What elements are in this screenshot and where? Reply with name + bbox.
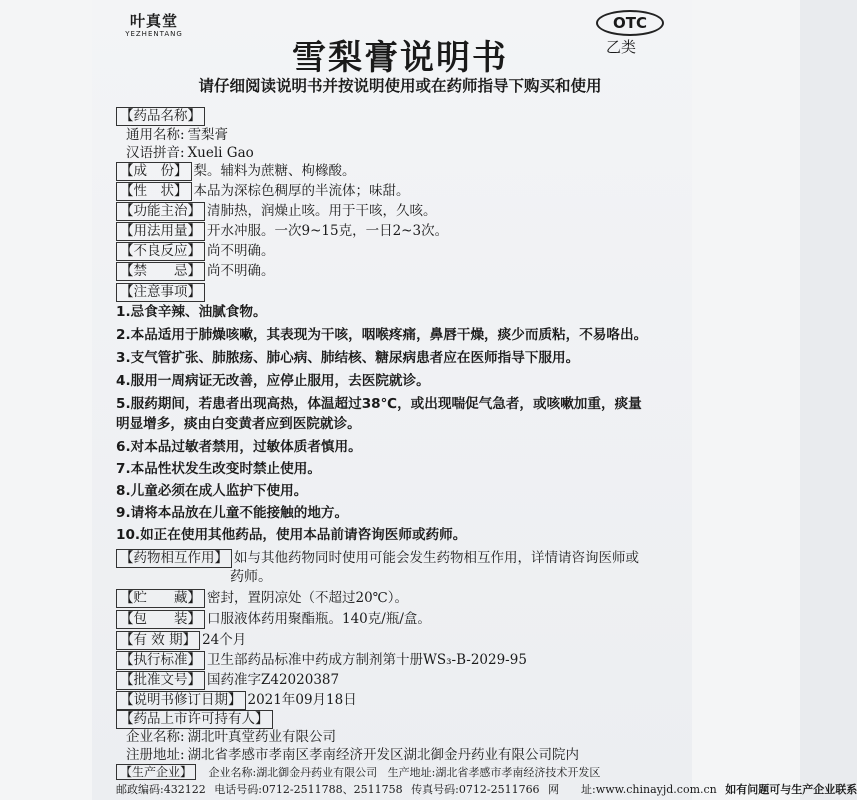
storage-value: 密封，置阴凉处（不超过20℃）。 — [207, 590, 409, 606]
drug-name-section — [116, 106, 207, 126]
revision-label: 【说明书修订日期】 — [116, 691, 246, 710]
manufacturer-contact-row — [116, 781, 857, 798]
ingredients-row — [116, 161, 356, 181]
dosage-label: 【用法用量】 — [116, 222, 205, 241]
ingredients-value: 梨。辅料为蔗糖、枸橼酸。 — [193, 163, 356, 179]
precautions-label: 【注意事项】 — [116, 283, 205, 302]
contraindications-label: 【禁 忌】 — [116, 262, 205, 281]
contraindications-row — [116, 261, 275, 281]
indications-label: 【功能主治】 — [116, 202, 205, 221]
precautions-section — [116, 282, 207, 302]
revision-value: 2021年09月18日 — [247, 692, 357, 708]
precaution-item-continued: 明显增多，痰由白变黄者应到医院就诊。 — [116, 416, 361, 432]
background-left — [0, 0, 92, 800]
precaution-item: 10.如正在使用其他药品，使用本品前请咨询医师或药师。 — [116, 527, 467, 543]
phone-value: 0712-2511788、2511758 — [261, 783, 403, 796]
package-value: 口服液体药用聚酯瓶。140克/瓶/盒。 — [207, 611, 431, 627]
holder-address-row — [126, 745, 579, 765]
interactions-label: 【药物相互作用】 — [116, 549, 232, 568]
contraindications-value: 尚不明确。 — [207, 263, 275, 279]
storage-label: 【贮 藏】 — [116, 589, 205, 608]
fax-label: 传真号码: — [411, 783, 459, 796]
appearance-row — [116, 181, 410, 201]
brand-latin: YEZHENTANG — [125, 30, 183, 38]
holder-section — [116, 709, 275, 729]
interactions-value: 如与其他药物同时使用可能会发生药物相互作用，详情请咨询医师或 — [234, 550, 639, 566]
holder-address-label: 注册地址: — [126, 747, 185, 763]
indications-value: 清肺热，润燥止咳。用于干咳，久咳。 — [207, 203, 437, 219]
interactions-row — [116, 548, 639, 568]
otc-badge: OTC — [596, 10, 664, 36]
revision-row — [116, 690, 357, 710]
ingredients-label: 【成 份】 — [116, 162, 192, 181]
validity-row — [116, 630, 246, 650]
indications-row — [116, 201, 437, 221]
brand-name: 叶真堂 — [129, 12, 178, 30]
precaution-item: 9.请将本品放在儿童不能接触的地方。 — [116, 505, 349, 521]
manufacturer-section — [116, 763, 600, 782]
holder-label: 【药品上市许可持有人】 — [116, 710, 273, 729]
precaution-item: 3.支气管扩张、肺脓疡、肺心病、肺结核、糖尿病患者应在医师指导下服用。 — [116, 350, 580, 366]
pinyin-row — [126, 143, 254, 163]
storage-row — [116, 588, 408, 608]
fax-value: 0712-2511766 — [458, 783, 540, 796]
appearance-label: 【性 状】 — [116, 182, 192, 201]
interactions-value-continued: 药师。 — [230, 569, 272, 585]
background-right — [692, 0, 800, 800]
precaution-item: 6.对本品过敏者禁用，过敏体质者慎用。 — [116, 439, 362, 455]
manufacturer-address-label: 生产地址: — [387, 766, 436, 779]
section-label: 【药品名称】 — [116, 107, 205, 126]
adverse-row — [116, 241, 275, 261]
manufacturer-company-value: 湖北御金丹药业有限公司 — [256, 766, 378, 779]
approval-value: 国药准字Z42020387 — [207, 672, 340, 688]
dosage-value: 开水冲服。一次9~15克，一日2~3次。 — [207, 223, 449, 239]
manufacturer-address-value: 湖北省孝感市孝南经济技术开发区 — [435, 766, 601, 779]
holder-company-row — [126, 727, 336, 747]
standard-row — [116, 650, 527, 670]
phone-label: 电话号码: — [214, 783, 262, 796]
precaution-item: 5.服药期间，若患者出现高热，体温超过38℃，或出现喘促气急者，或咳嗽加重，痰量 — [116, 396, 642, 412]
document-subtitle: 请仔细阅读说明书并按说明使用或在药师指导下购买和使用 — [198, 77, 602, 95]
precaution-item: 8.儿童必须在成人监护下使用。 — [116, 483, 308, 499]
precaution-item: 7.本品性状发生改变时禁止使用。 — [116, 461, 321, 477]
holder-address-value: 湖北省孝感市孝南区孝南经济开发区湖北御金丹药业有限公司院内 — [187, 747, 580, 763]
standard-label: 【执行标准】 — [116, 651, 205, 670]
adverse-label: 【不良反应】 — [116, 242, 205, 261]
precaution-item: 4.服用一周病证无改善，应停止服用，去医院就诊。 — [116, 373, 430, 389]
generic-name-value: 雪梨膏 — [187, 127, 229, 143]
package-label: 【包 装】 — [116, 610, 205, 629]
manufacturer-company-label: 企业名称: — [208, 766, 257, 779]
contact-note: 如有问题可与生产企业联系 — [725, 783, 857, 796]
website-value: www.chinayjd.com.cn — [595, 783, 717, 796]
postcode-value: 432122 — [163, 783, 206, 796]
postcode-label: 邮政编码: — [116, 783, 164, 796]
holder-company-value: 湖北叶真堂药业有限公司 — [187, 729, 337, 745]
pinyin-value: Xueli Gao — [187, 145, 254, 161]
adverse-value: 尚不明确。 — [207, 243, 275, 259]
package-row — [116, 609, 431, 629]
validity-label: 【有 效 期】 — [116, 631, 200, 650]
website-label: 网 址: — [548, 783, 596, 796]
approval-label: 【批准文号】 — [116, 671, 205, 690]
generic-name-row — [126, 125, 228, 145]
dosage-row — [116, 221, 448, 241]
manufacturer-label: 【生产企业】 — [116, 764, 196, 780]
validity-value: 24个月 — [202, 632, 247, 648]
precaution-item: 1.忌食辛辣、油腻食物。 — [116, 304, 267, 320]
standard-value: 卫生部药品标准中药成方制剂第十册WS₃-B-2029-95 — [207, 652, 527, 668]
precaution-item: 2.本品适用于肺燥咳嗽，其表现为干咳，咽喉疼痛，鼻唇干燥，痰少而质粘，不易咯出。 — [116, 327, 648, 343]
pinyin-label: 汉语拼音: — [126, 145, 185, 161]
document-title: 雪梨膏说明书 — [292, 38, 508, 78]
approval-row — [116, 670, 339, 690]
otc-class: 乙类 — [606, 38, 637, 56]
appearance-value: 本品为深棕色稠厚的半流体；味甜。 — [193, 183, 410, 199]
generic-name-label: 通用名称: — [126, 127, 185, 143]
holder-company-label: 企业名称: — [126, 729, 185, 745]
